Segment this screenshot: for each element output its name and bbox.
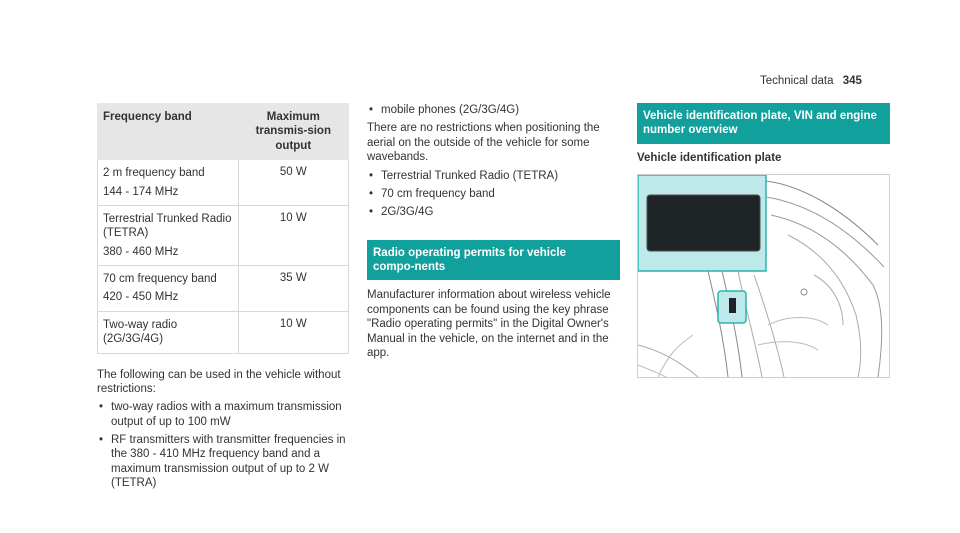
list-item: • Terrestrial Trunked Radio (TETRA)	[369, 169, 559, 182]
page-header	[760, 75, 862, 87]
vehicle-id-plate-illustration	[637, 174, 890, 378]
section-heading-vehicle-id: Vehicle identification plate, VIN and engine number overview	[637, 103, 890, 144]
plate-location-icon	[729, 298, 736, 313]
usage-text	[97, 368, 349, 491]
row-range: 380 - 460 MHz	[103, 245, 179, 258]
row-output: 50 W	[238, 160, 348, 206]
bullet-icon: •	[369, 187, 374, 200]
list-item: • 70 cm frequency band	[369, 187, 495, 200]
table-row	[98, 160, 349, 206]
frequency-table	[97, 103, 349, 354]
id-plate-icon	[647, 195, 760, 251]
row-band: Terrestrial Trunked Radio (TETRA)	[103, 212, 232, 240]
row-band: 2 m frequency band	[103, 167, 205, 180]
subheading-id-plate: Vehicle identification plate	[637, 151, 782, 164]
table-header-row	[98, 104, 349, 160]
section-name: Technical data	[760, 75, 834, 87]
table-row	[98, 205, 349, 265]
section-heading-radio-permits: Radio operating permits for vehicle compo-nents	[367, 240, 620, 281]
row-output: 35 W	[238, 266, 348, 312]
usage-intro: The following can be used in the vehicle without restrictions:	[97, 368, 341, 395]
column-3	[637, 103, 890, 378]
list-item: • RF transmitters with transmitter frequencies in the 380 - 410 MHz frequency band and a maximum transmission output of up to 2 W (TETRA)	[99, 434, 346, 490]
table-row	[98, 311, 349, 353]
list-item: • 2G/3G/4G	[369, 206, 434, 219]
bullet-icon: •	[99, 401, 104, 414]
header-max-output: Maximum transmis-sion output	[238, 104, 348, 160]
list-item: • mobile phones (2G/3G/4G)	[369, 104, 520, 116]
row-band: 70 cm frequency band	[103, 273, 217, 285]
column-1	[97, 103, 349, 495]
row-band: Two-way radio (2G/3G/4G)	[103, 318, 178, 346]
usage-list	[97, 400, 349, 490]
bullet-icon: •	[369, 169, 374, 182]
header-frequency-band: Frequency band	[98, 104, 239, 160]
phones-list	[367, 103, 620, 117]
door-pillar-drawing	[638, 175, 889, 377]
row-output: 10 W	[238, 205, 348, 265]
page-number: 345	[842, 75, 862, 87]
row-range: 420 - 450 MHz	[103, 291, 179, 304]
bullet-icon: •	[369, 206, 374, 219]
table-row	[98, 266, 349, 312]
column-2	[367, 103, 620, 364]
waveband-list	[367, 169, 620, 220]
bullet-icon: •	[369, 104, 374, 116]
row-range: 144 - 174 MHz	[103, 185, 179, 198]
bullet-icon: •	[99, 434, 104, 446]
radio-permits-paragraph: Manufacturer information about wireless vehicle components can be found using the key phrase "Radio operating permits" in the Digital Owner's Manual in the vehicle, on the internet and in the app.	[367, 289, 611, 359]
list-item: • two-way radios with a maximum transmission output of up to 100 mW	[99, 401, 342, 428]
aerial-paragraph: There are no restrictions when positioning the aerial on the outside of the vehicle for some wavebands.	[367, 122, 600, 164]
row-output: 10 W	[238, 311, 348, 353]
